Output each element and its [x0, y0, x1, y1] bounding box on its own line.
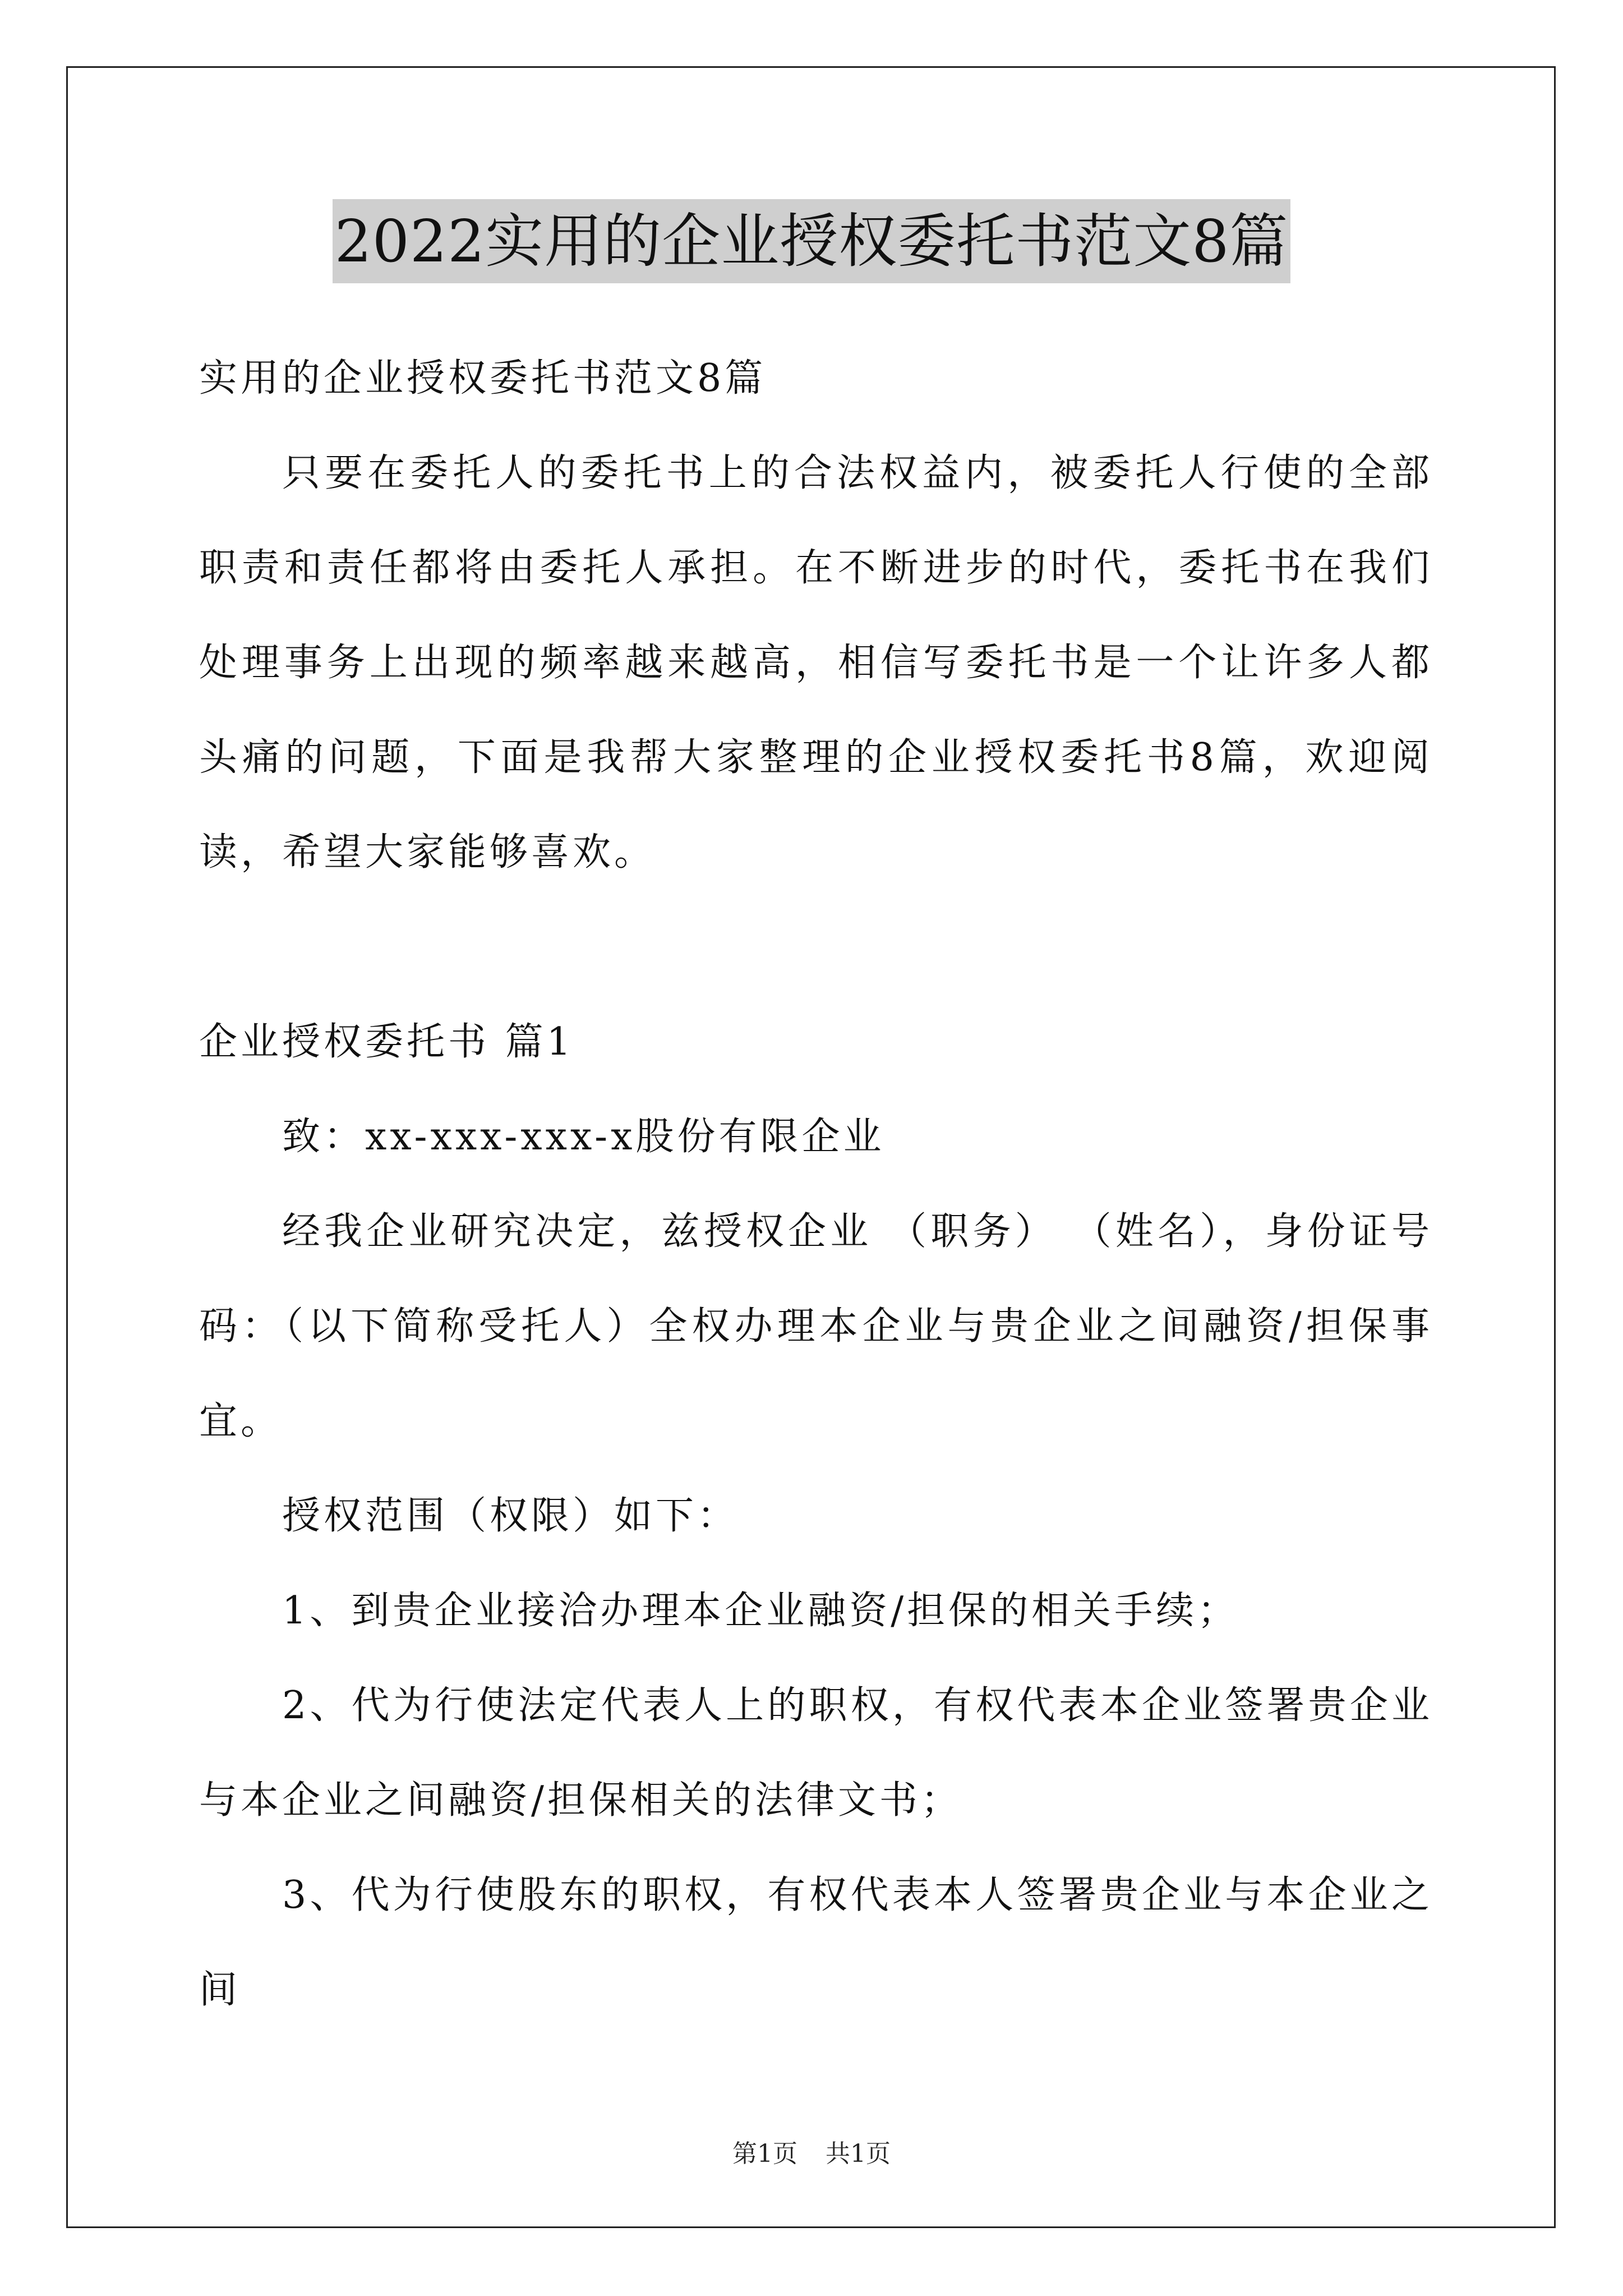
page-number: 第1页 — [732, 2139, 797, 2168]
section-heading: 企业授权委托书 篇1 — [199, 1020, 574, 1064]
document-title: 2022实用的企业授权委托书范文8篇 — [333, 199, 1291, 283]
authorization-paragraph: 经我企业研究决定，兹授权企业 （职务） （姓名），身份证号码：（以下简称受托人）全权办理本企业与贵企业之间融资/担保事宜。 — [199, 1209, 1433, 1443]
page-footer — [0, 2137, 1623, 2171]
addressee-line: 致：xx-xxx-xxx-x股份有限企业 — [282, 1115, 885, 1159]
scope-heading: 授权范围（权限）如下： — [282, 1494, 739, 1538]
scope-item-1: 1、到贵企业接洽办理本企业融资/担保的相关手续； — [282, 1589, 1239, 1633]
scope-item-2: 2、代为行使法定代表人上的职权，有权代表本企业签署贵企业与本企业之间融资/担保相关的法律文书； — [199, 1683, 1433, 1823]
document-subtitle: 实用的企业授权委托书范文8篇 — [199, 356, 767, 401]
scope-item-3: 3、代为行使股东的职权，有权代表本人签署贵企业与本企业之间 — [199, 1873, 1433, 2012]
page-total: 共1页 — [826, 2139, 891, 2168]
intro-paragraph: 只要在委托人的委托书上的合法权益内，被委托人行使的全部职责和责任都将由委托人承担。在不断进步的时代，委托书在我们处理事务上出现的频率越来越高，相信写委托书是一个让许多人都头痛的问题，下面是我帮大家整理的企业授权委托书8篇，欢迎阅读，希望大家能够喜欢。 — [199, 451, 1433, 875]
title-container — [0, 199, 1623, 283]
section-gap — [199, 900, 1433, 995]
document-body — [199, 331, 1433, 2037]
